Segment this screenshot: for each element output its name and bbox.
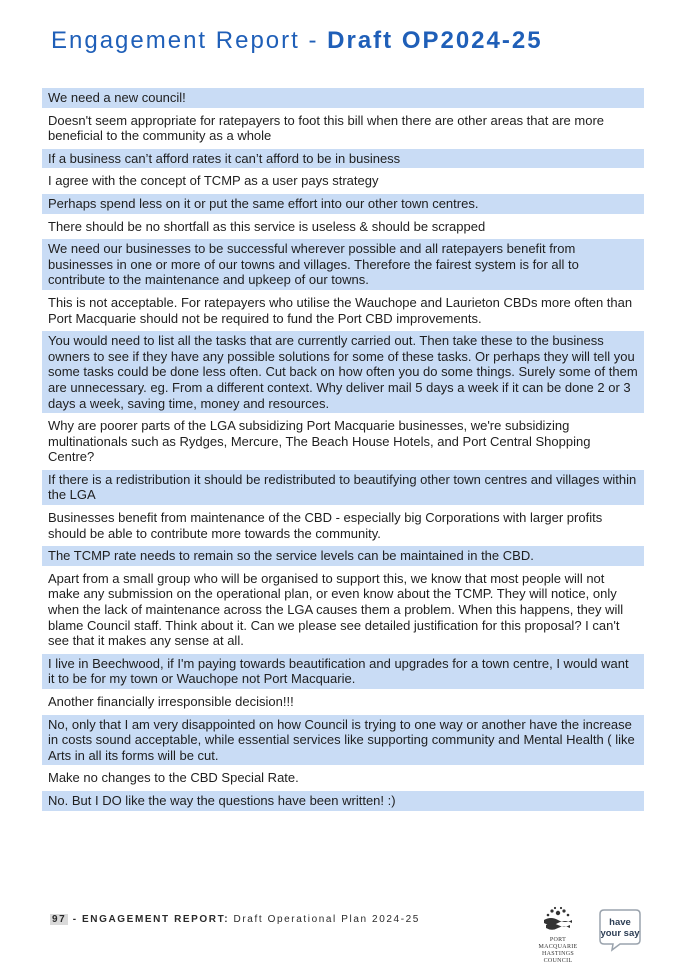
council-name-line2: HASTINGS COUNCIL (541, 951, 575, 964)
have-your-say-text (598, 917, 642, 939)
footer-label: ENGAGEMENT REPORT: (82, 914, 230, 925)
council-name-line1: PORT MACQUARIE (538, 937, 578, 950)
comment-row: We need a new council! (42, 88, 644, 108)
footer-separator: - (68, 914, 83, 925)
comment-row: No, only that I am very disappointed on how Council is trying to one way or another have the increase in costs sound acceptable, while essential services like supporting community and Mental Health ( like Arts in all its forms will be cut. (42, 715, 644, 766)
comments-table (42, 88, 644, 814)
footer-subtitle: Draft Operational Plan 2024-25 (229, 914, 420, 925)
have-your-say-line2: your say (600, 928, 640, 939)
comment-row: If a business can’t afford rates it can’t afford to be in business (42, 149, 644, 169)
page-title (51, 27, 543, 55)
title-prefix: Engagement Report - (51, 27, 328, 54)
council-emblem-icon (538, 906, 578, 932)
have-your-say-logo (598, 908, 642, 952)
comment-row: Doesn't seem appropriate for ratepayers to foot this bill when there are other areas that are more beneficial to the community as a whole (48, 112, 604, 144)
comment-row: Make no changes to the CBD Special Rate. (48, 770, 299, 786)
comment-row: Apart from a small group who will be organised to support this, we know that most people will not make any submission on the operational plan, or even know about the TCMP. They will notice, only when the lack of maintenance across the LGA causes them a problem. When this happens, they will blame Council staff. Think about it. Can we please see detailed justification for this proposal? I can't see that it makes any sense at all. (48, 570, 624, 649)
comment-row: This is not acceptable. For ratepayers who utilise the Wauchope and Laurieton CBDs more often than Port Macquarie should not be required to fund the Port CBD improvements. (48, 294, 633, 326)
have-your-say-line1: have (609, 917, 631, 928)
comment-row: You would need to list all the tasks that are currently carried out. Then take these to the business owners to see if they have any possible solutions for some of these tasks. Or perhaps they will tell you some tasks could be done less often. Cut back on how often you do some things. Surely some of them are unnecessary. eg. From a different context. Why deliver mail 5 days a week if it can be done 2 or 3 days a week, saving time, money and resources. (42, 331, 644, 413)
comment-row: Businesses benefit from maintenance of the CBD - especially big Corporations with larger profits should be able to contribute more towards the community. (48, 510, 603, 541)
comment-row: Another financially irresponsible decision!!! (48, 694, 294, 709)
comment-row: Perhaps spend less on it or put the same effort into our other town centres. (42, 194, 644, 214)
comment-row: We need our businesses to be successful wherever possible and all ratepayers benefit from businesses in one or more of our towns and villages. Therefore the fairest system is for all to contribute to the maintenance and upkeep of our towns. (42, 239, 644, 290)
title-draft: Draft OP2024-25 (327, 27, 543, 54)
page-footer (50, 914, 420, 925)
comment-row: If there is a redistribution it should be redistributed to beautifying other town centres and villages within the LGA (42, 470, 644, 505)
comment-row: There should be no shortfall as this service is useless & should be scrapped (48, 218, 486, 234)
comment-row: Why are poorer parts of the LGA subsidizing Port Macquarie businesses, we're subsidizing multinationals such as Rydges, Mercure, The Beach House Hotels, and Port Central Shopping Centre? (48, 418, 591, 465)
comment-row: I agree with the concept of TCMP as a user pays strategy (48, 173, 379, 189)
comment-row: No. But I DO like the way the questions have been written! :) (42, 791, 644, 811)
comment-row: I live in Beechwood, if I'm paying towards beautification and upgrades for a town centre, I would want it to be for my town or Wauchope not Port Macquarie. (42, 654, 644, 689)
page-number: 97 (52, 914, 67, 925)
council-logo (530, 906, 586, 965)
comment-row: The TCMP rate needs to remain so the service levels can be maintained in the CBD. (42, 546, 644, 566)
